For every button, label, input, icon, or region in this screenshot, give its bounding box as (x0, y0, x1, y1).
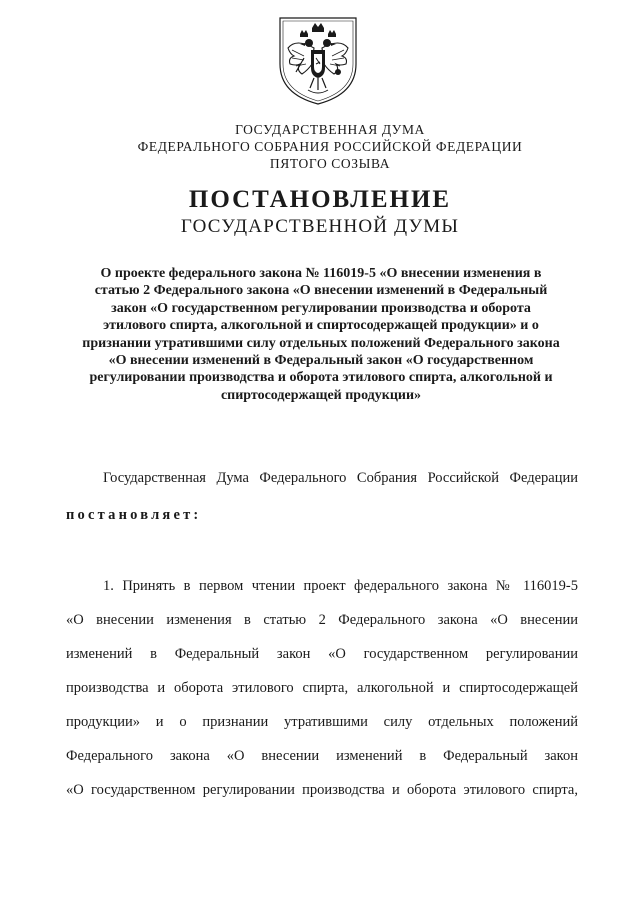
title-line: регулировании производства и оборота этилового спирта, алкогольной и (89, 370, 553, 386)
russian-coat-of-arms-icon (274, 14, 362, 106)
title-line: спиртосодержащей продукции» (220, 387, 422, 403)
paragraph-line: производства и оборота этилового спирта, алкогольной и спиртосодержащей (66, 680, 578, 696)
title-line: «О внесении изменений в Федеральный закон «О государственном (108, 353, 534, 369)
document-issuer: ГОСУДАРСТВЕННОЙ ДУМЫ (180, 216, 460, 237)
document-type: ПОСТАНОВЛЕНИЕ (188, 186, 452, 213)
paragraph-line: изменений в Федеральный закон «О государственном регулировании (66, 646, 578, 662)
title-line: статью 2 Федерального закона «О внесении изменений в Федеральный (94, 283, 548, 299)
paragraph-line: продукции» и о признании утратившими силу отдельных положений (66, 714, 578, 730)
document-title (72, 265, 570, 404)
paragraph-line: Федерального закона «О внесении изменений в Федеральный закон (66, 748, 578, 764)
title-line: этилового спирта, алкогольной и спиртосодержащей продукции» и о (103, 318, 539, 334)
title-line: О проекте федерального закона № 116019-5 «О внесении изменения в (100, 266, 542, 281)
intro-paragraph: Государственная Дума Федерального Собрания Российской Федерации (103, 470, 578, 486)
paragraph-line: «О внесении изменения в статью 2 Федерального закона «О внесении (66, 612, 578, 628)
paragraph-line: 1. Принять в первом чтении проект федерального закона № 116019-5 (103, 578, 578, 594)
title-line: признании утратившими силу отдельных положений Федерального закона (82, 335, 560, 351)
decree-word: постановляет: (66, 507, 202, 523)
org-line-assembly: ФЕДЕРАЛЬНОГО СОБРАНИЯ РОССИЙСКОЙ ФЕДЕРАЦИИ (137, 139, 523, 154)
paragraph-line: «О государственном регулировании производства и оборота этилового спирта, (66, 782, 578, 798)
title-line: закон «О государственном регулировании производства и оборота (111, 300, 531, 316)
org-line-convocation: ПЯТОГО СОЗЫВА (269, 156, 391, 171)
org-line-duma: ГОСУДАРСТВЕННАЯ ДУМА (235, 122, 425, 137)
